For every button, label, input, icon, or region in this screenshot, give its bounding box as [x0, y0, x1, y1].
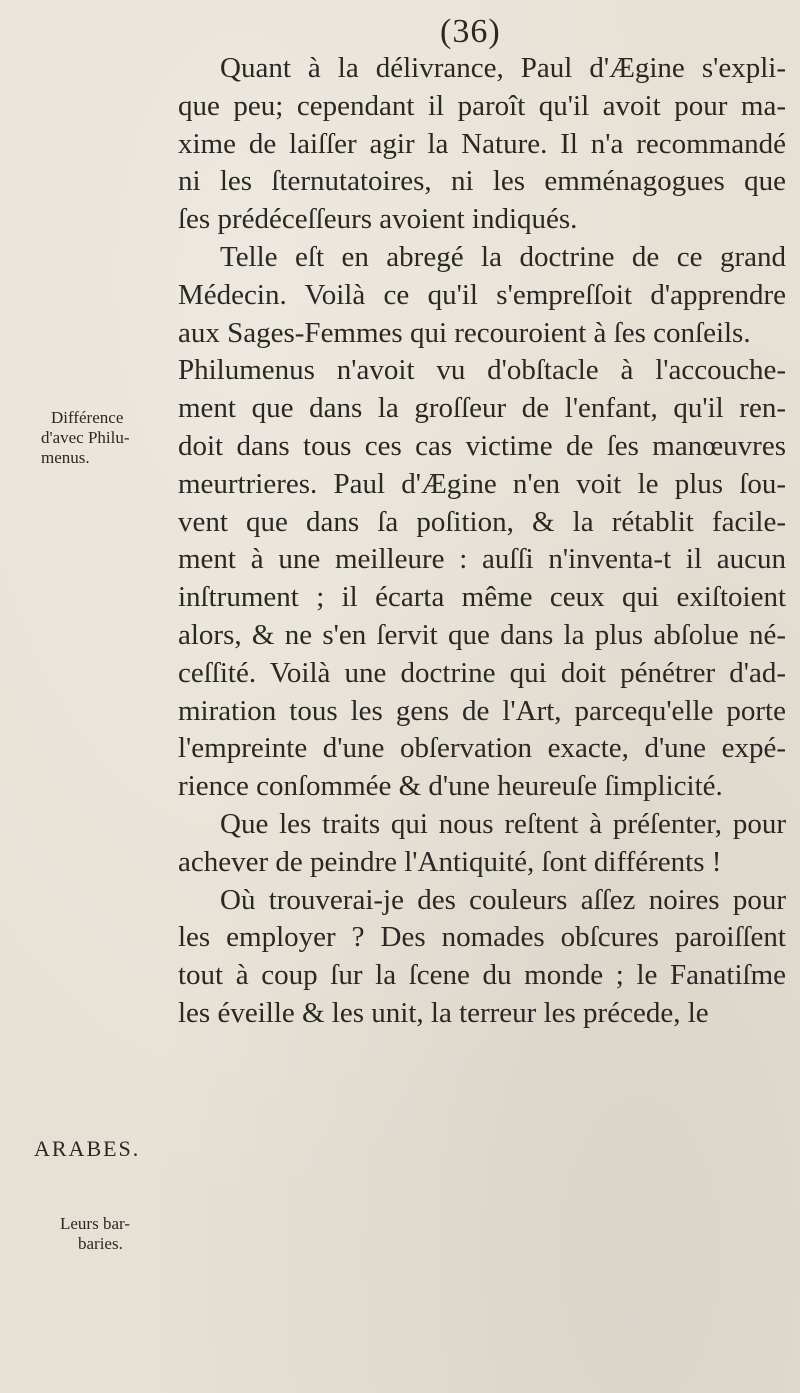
margin-note-line: menus.: [41, 448, 90, 467]
text-line: rience conſommée & d'une heureuſe ſimplicité.: [178, 770, 723, 803]
text-line: vent que dans ſa poſition, & la rétablit facile-: [178, 505, 786, 538]
page-number: (36): [440, 13, 501, 50]
text-line: ni les ſternutatoires, ni les emménagogues que: [178, 165, 786, 198]
text-line: Philumenus n'avoit vu d'obſtacle à l'accouche-: [178, 354, 786, 387]
margin-note-arabes: [34, 1137, 140, 1161]
text-line: meurtrieres. Paul d'Ægine n'en voit le plus ſou-: [178, 467, 786, 500]
text-line: ſes prédéceſſeurs avoient indiqués.: [178, 203, 578, 236]
text-line: ment que dans la groſſeur de l'enfant, qu'il ren-: [178, 392, 786, 425]
margin-note-difference: [41, 408, 130, 468]
margin-note-line: Leurs bar-: [60, 1214, 130, 1233]
text-line: achever de peindre l'Antiquité, ſont différents !: [178, 845, 722, 878]
text-line: que peu; cependant il paroît qu'il avoit pour ma-: [178, 89, 786, 122]
text-line: les employer ? Des nomades obſcures paroiſſent: [178, 921, 786, 954]
text-line: Médecin. Voilà ce qu'il s'empreſſoit d'apprendre: [178, 278, 786, 311]
text-line: ceſſité. Voilà une doctrine qui doit pénétrer d'ad-: [178, 656, 786, 689]
text-line: l'empreinte d'une obſervation exacte, d'une expé-: [178, 732, 786, 765]
margin-note-line: ARABES.: [34, 1136, 141, 1161]
text-line: inſtrument ; il écarta même ceux qui exiſtoient: [178, 581, 786, 614]
text-line: xime de laiſſer agir la Nature. Il n'a recommandé: [178, 127, 786, 160]
text-line: aux Sages-Femmes qui recouroient à ſes conſeils.: [178, 316, 751, 349]
margin-note-line: Différence: [51, 408, 124, 427]
text-line: Que les traits qui nous reſtent à préſenter, pour: [220, 807, 786, 840]
text-line: alors, & ne s'en ſervit que dans la plus abſolue né-: [178, 618, 786, 651]
margin-note-line: baries.: [78, 1234, 123, 1253]
text-line: Quant à la délivrance, Paul d'Ægine s'expli-: [220, 52, 786, 84]
text-line: les éveille & les unit, la terreur les précede, le: [178, 996, 709, 1029]
margin-note-barbaries: [60, 1214, 130, 1254]
text-line: ment à une meilleure : auſſi n'inventa-t il aucun: [178, 543, 786, 576]
body-text: [178, 50, 786, 1033]
text-line: tout à coup ſur la ſcene du monde ; le Fanatiſme: [178, 959, 786, 992]
text-line: miration tous les gens de l'Art, parcequ'elle porte: [178, 694, 786, 727]
text-line: Où trouverai-je des couleurs aſſez noires pour: [220, 883, 786, 916]
text-line: doit dans tous ces cas victime de ſes manœuvres: [178, 429, 786, 462]
margin-note-line: d'avec Philu-: [41, 428, 130, 447]
text-line: Telle eſt en abregé la doctrine de ce grand: [220, 240, 786, 273]
